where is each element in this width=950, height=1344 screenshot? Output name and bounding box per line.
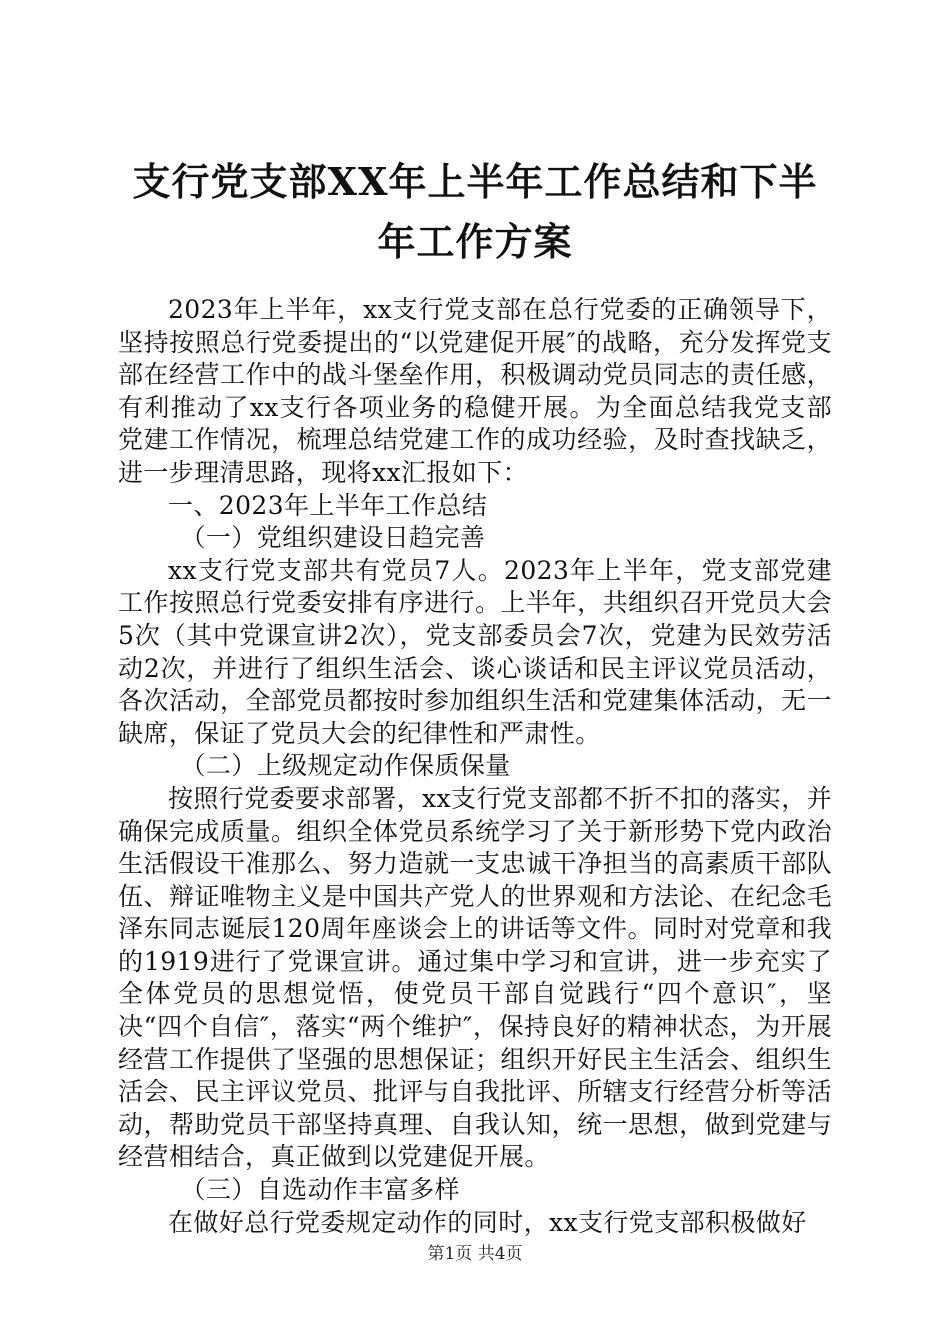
document-title: 支行党支部XX年上半年工作总结和下半年工作方案 [132,159,818,264]
paragraph-org-building: xx支行党支部共有党员7人。2023年上半年，党支部党建工作按照总行党委安排有序进行。上半年，共组织召开党员大会5次（其中党课宣讲2次），党支部委员会7次，党建为民效劳活动2次，并进行了组织生活会、谈心谈话和民主评议党员活动，各次活动，全部党员都按时参加组织生活和党建集体活动，无一缺席，保证了党员大会的纪律性和严肃性。 [118,555,832,748]
subsection-heading-2: （二）上级规定动作保质保量 [180,751,511,781]
intro-paragraph: 2023年上半年，xx支行党支部在总行党委的正确领导下，坚持按照总行党委提出的“以党建促开展″的战略，充分发挥党支部在经营工作中的战斗堡垒作用，积极调动党员同志的责任感，有利推动了xx支行各项业务的稳健开展。为全面总结我党支部党建工作情况，梳理总结党建工作的成功经验，及时查找缺乏，进一步理清思路，现将xx汇报如下： [118,295,832,487]
subsection-heading-3: （三）自选动作丰富多样 [180,1175,460,1205]
paragraph-optional-actions: 在做好总行党委规定动作的同时，xx支行党支部积极做好 [168,1207,807,1237]
page-number-footer: 第1页 共4页 [427,1244,523,1264]
subsection-heading-1: （一）党组织建设日趋完善 [180,523,486,553]
paragraph-required-actions: 按照行党委要求部署，xx支行党支部都不折不扣的落实，并确保完成质量。组织全体党员系统学习了关于新形势下党内政治生活假设干准那么、努力造就一支忠诚干净担当的高素质干部队伍、辩证唯物主义是中国共产党人的世界观和方法论、在纪念毛泽东同志诞辰120周年座谈会上的讲话等文件。同时对党章和我的1919进行了党课宣讲。通过集中学习和宣讲，进一步充实了全体党员的思想觉悟，使党员干部自觉践行“四个意识″，坚决“四个自信″，落实“两个维护″，保持良好的精神状态，为开展经营工作提供了坚强的思想保证；组织开好民主生活会、组织生活会、民主评议党员、批评与自我批评、所辖支行经营分析等活动，帮助党员干部坚持真理、自我认知，统一思想，做到党建与经营相结合，真正做到以党建促开展。 [118,783,833,1172]
document-body [118,294,832,1239]
section-heading-1: 一、2023年上半年工作总结 [168,490,488,520]
